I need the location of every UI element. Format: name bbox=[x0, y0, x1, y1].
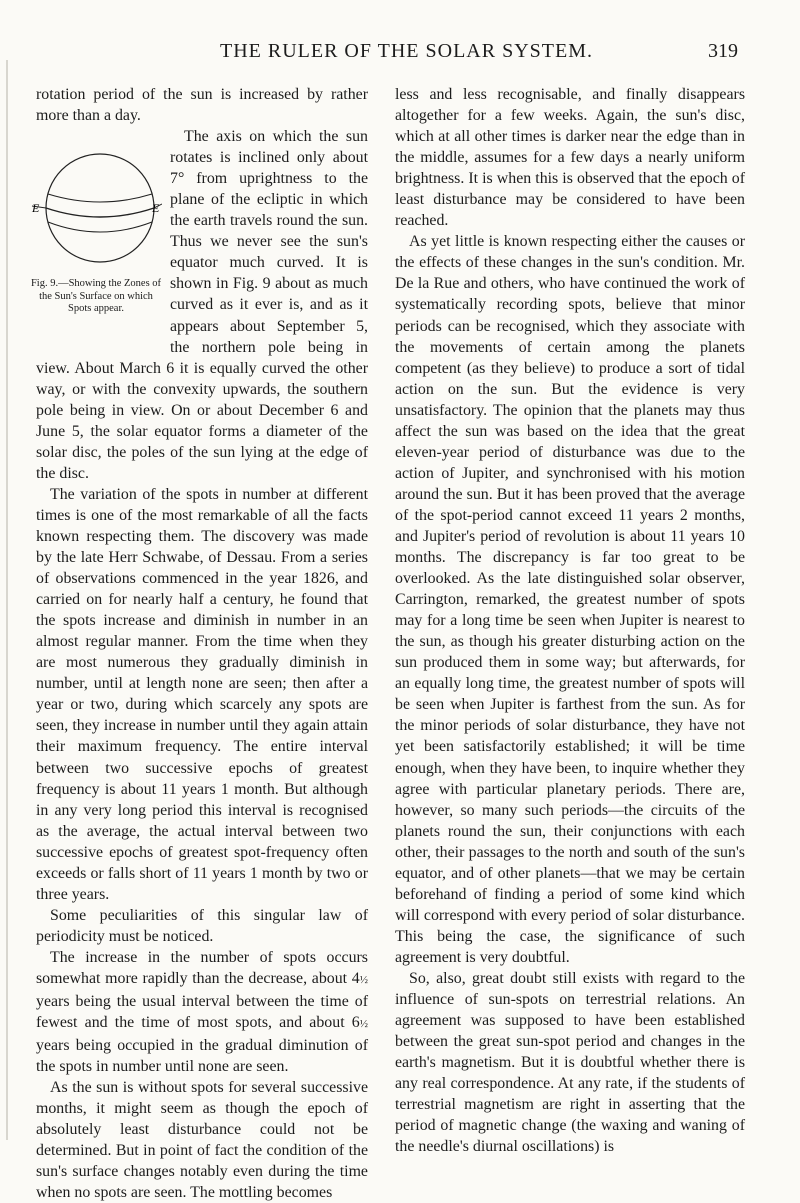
fraction: ½ bbox=[359, 973, 368, 986]
running-head: THE RULER OF THE SOLAR SYSTEM. bbox=[220, 40, 593, 62]
label-left-e: E bbox=[32, 201, 40, 216]
text-run: years being the usual interval between the time of fewest and the time of most spots, and about 6 bbox=[36, 993, 368, 1032]
left-column bbox=[30, 84, 368, 1203]
paragraph: Some peculiarities of this singular law of periodicity must be noticed. bbox=[36, 906, 368, 945]
page-header bbox=[0, 40, 800, 70]
sun-zones-diagram bbox=[30, 150, 162, 270]
paragraph: As yet little is known respecting either the causes or the effects of these changes in the sun's condition. Mr. De la Rue and others, who have continued the work of systematically recording spots, believe that minor periods can be recognised, which they associate with the movements of certain among the planets competent (as they believe) to produce a sort of tidal action on the sun. But the evidence is very unsatisfactory. The opinion that the planets may thus affect the sun was based on the idea that the great eleven-year period of disturbance was due to the action of Jupiter, and synchronised with his motion around the sun. But it has been proved that the average of the spot-period cannot exceed 11 years 2 months, and Jupiter's period of revolution is about 11 years 10 months. The discrepancy is far too great to be overlooked. As the late distinguished solar observer, Carrington, remarked, the greatest number of spots may for a long time be seen when Jupiter is nearest to the sun, as though his greater disturbing action on the sun produced them in some way; but afterwards, for an equally long time, the greatest number of spots will be seen when Jupiter is farthest from the sun. As for the minor periods of solar disturbance, they have not yet been satisfactorily established; it will be time enough, when they have been, to inquire whether they agree with particular planetary periods. There are, however, so many such periods—the circuits of the planets round the sun, their conjunctions with each other, their passages to the north and south of the sun's equator, and of other planets—that we may be certain beforehand of finding a period of some kind which will correspond with every period of solar disturbance. This being the case, the significance of such agreement is very doubtful. bbox=[395, 233, 745, 966]
paragraph: So, also, great doubt still exists with regard to the influence of sun-spots on terrestrial relations. An agreement was supposed to have been established between the great sun-spot period and changes in the earth's magnetism. But it is doubtful whether there is any real correspondence. At any rate, if the students of terrestrial magnetism are right in asserting that the period of magnetic change (the waxing and waning of the needle's diurnal oscillations) is bbox=[395, 969, 745, 1156]
paragraph: rotation period of the sun is increased by rather more than a day. bbox=[36, 86, 368, 125]
text-run: The increase in the number of spots occurs somewhat more rapidly than the decrease, about 4 bbox=[36, 948, 368, 987]
paragraph: The axis on which the sun rotates is inclined only about 7° from uprightness to the plane of the ecliptic in which the earth travels round the sun. Thus we never see the sun's equator much curved. It is shown in Fig. 9 about as much curved as it ever is, and as it appears about September 5, the northern pole being in view. About March 6 it is equally curved the other way, or with the convexity upwards, the southern pole being in view. On or about December 6 and June 5, the solar equator forms a diameter of the solar disc, the poles of the sun lying at the edge of the disc. bbox=[36, 128, 368, 482]
paragraph: less and less recognisable, and finally disappears altogether for a few weeks. Again, the sun's disc, which at all other times is darker near the edge than in the middle, assumes for a few days a nearly uniform brightness. It is when this is observed that the epoch of least disturbance may be considered to have been reached. bbox=[395, 86, 745, 230]
text-run: years being occupied in the gradual diminution of the spots in number until none are seen. bbox=[36, 1037, 368, 1076]
page-number: 319 bbox=[708, 40, 738, 62]
paragraph: The variation of the spots in number at different times is one of the most remarkable of all the facts known respecting them. The discovery was made by the late Herr Schwabe, of Dessau. From a series of observations commenced in the year 1826, and carried on for nearly half a century, he found that the spots increase and diminish in number in an almost regular manner. From the time when they are most numerous they gradually diminish in number, until at length none are seen; then after a year or two, during which scarcely any spots are seen, they increase in number until they again attain their maximum frequency. The entire interval between two successive epochs of greatest frequency is about 11 years 1 month. But although in any very long period this interval is recognised as the average, the actual interval between two successive epochs of greatest spot-frequency often exceeds or falls short of 11 years 1 month by two or three years. bbox=[36, 485, 368, 903]
paragraph bbox=[36, 947, 368, 1077]
label-right-e: E bbox=[152, 201, 160, 216]
page-edge bbox=[6, 60, 8, 1140]
figure-caption: Fig. 9.—Showing the Zones of the Sun's Surface on which Spots appear. bbox=[30, 278, 162, 315]
right-column bbox=[395, 84, 745, 1157]
fraction: ½ bbox=[359, 1018, 368, 1031]
paragraph: As the sun is without spots for several successive months, it might seem as though the epoch of absolutely least disturbance could not be determined. But in point of fact the condition of the sun's surface changes notably even during the time when no spots are seen. The mottling becomes bbox=[36, 1079, 368, 1202]
figure-sun-zones bbox=[30, 126, 162, 356]
